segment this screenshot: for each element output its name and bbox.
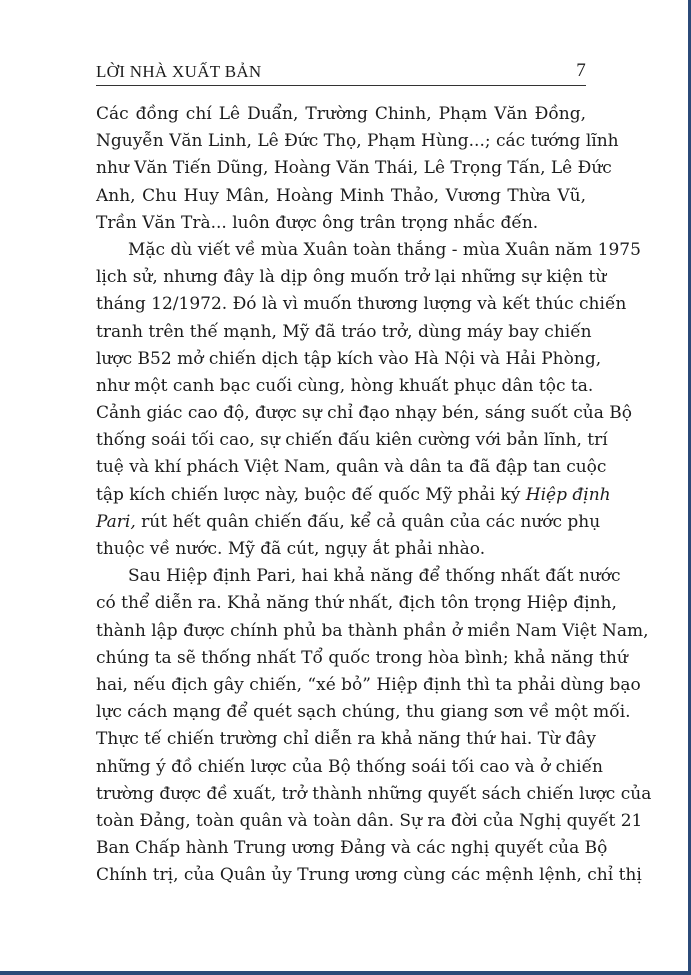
text-line: Nguyễn Văn Linh, Lê Đức Thọ, Phạm Hùng...; các tướng lĩnh [96,131,619,152]
text-line: Sau Hiệp định Pari, hai khả năng để thống nhất đất nước [128,566,621,587]
text-line: những ý đồ chiến lược của Bộ thống soái tối cao và ở chiến [96,756,603,777]
text-line: chúng ta sẽ thống nhất Tổ quốc trong hòa bình; khả năng thứ [96,647,628,668]
text-line: Anh, Chu Huy Mân, Hoàng Minh Thảo, Vương Thừa Vũ, [96,185,586,206]
text-line: Trần Văn Trà... luôn được ông trân trọng nhắc đến. [96,212,539,233]
text-line [96,509,601,536]
text-run: rút hết quân chiến đấu, kể cả quân của các nước phụ [135,511,601,532]
text-line: thống soái tối cao, sự chiến đấu kiên cường với bản lĩnh, trí [96,430,608,451]
text-line: trường được đề xuất, trở thành những quyết sách chiến lược của [96,783,652,804]
text-line: tháng 12/1972. Đó là vì muốn thương lượng và kết thúc chiến [96,294,627,315]
text-line: lịch sử, nhưng đây là dịp ông muốn trở lại những sự kiện từ [96,267,607,288]
text-run: tập kích chiến lược này, buộc đế quốc Mỹ phải ký [96,484,526,505]
treaty-name-italic: Hiệp định [525,484,611,505]
text-line: tranh trên thế mạnh, Mỹ đã tráo trở, dùng máy bay chiến [96,321,592,342]
text-line: Chính trị, của Quân ủy Trung ương cùng các mệnh lệnh, chỉ thị [96,865,642,886]
treaty-name-italic: Pari, [96,511,136,532]
running-head [96,62,586,84]
text-line: Cảnh giác cao độ, được sự chỉ đạo nhạy bén, sáng suốt của Bộ [96,403,632,424]
text-line: hai, nếu địch gây chiến, “xé bỏ” Hiệp định thì ta phải dùng bạo [96,674,641,695]
text-line [96,482,611,509]
text-line: như một canh bạc cuối cùng, hòng khuất phục dân tộc ta. [96,375,594,396]
text-line: tuệ và khí phách Việt Nam, quân và dân ta đã đập tan cuộc [96,457,607,478]
page-number: 7 [576,60,586,81]
bottom-edge [0,971,691,975]
text-line: Các đồng chí Lê Duẩn, Trường Chinh, Phạm Văn Đồng, [96,104,586,124]
header-rule [96,85,586,86]
text-line: lược B52 mở chiến dịch tập kích vào Hà Nội và Hải Phòng, [96,348,602,369]
text-line: như Văn Tiến Dũng, Hoàng Văn Thái, Lê Trọng Tấn, Lê Đức [96,158,612,179]
text-line: thuộc về nước. Mỹ đã cút, ngụy ắt phải nhào. [96,539,486,559]
text-line: Thực tế chiến trường chỉ diễn ra khả năng thứ hai. Từ đây [96,729,596,750]
text-line: Ban Chấp hành Trung ương Đảng và các nghị quyết của Bộ [96,838,608,859]
text-line: thành lập được chính phủ ba thành phần ở miền Nam Việt Nam, [96,620,649,641]
running-head-title: LỜI NHÀ XUẤT BẢN [96,62,262,81]
text-line: lực cách mạng để quét sạch chúng, thu giang sơn về một mối. [96,702,631,723]
text-line: Mặc dù viết về mùa Xuân toàn thắng - mùa Xuân năm 1975 [128,239,641,260]
body-text [96,101,652,889]
text-line: toàn Đảng, toàn quân và toàn dân. Sự ra đời của Nghị quyết 21 [96,810,643,831]
text-line: có thể diễn ra. Khả năng thứ nhất, địch tôn trọng Hiệp định, [96,593,617,614]
